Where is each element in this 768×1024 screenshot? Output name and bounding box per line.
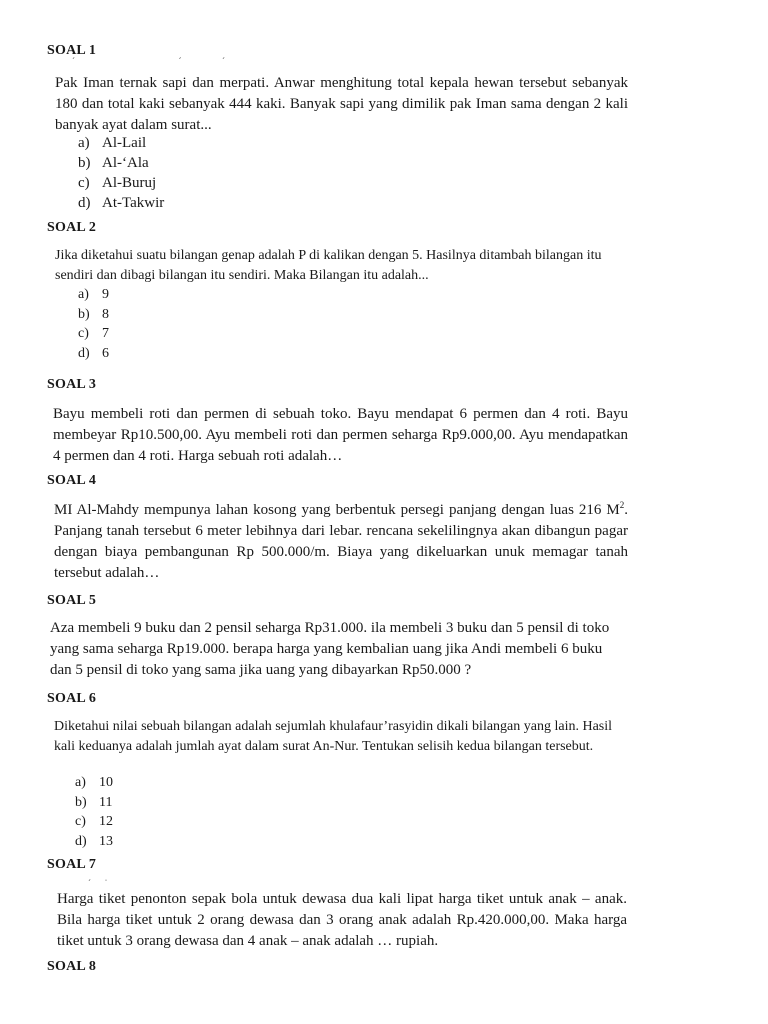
option-c: c) 7 (78, 326, 109, 341)
option-b: b) 11 (75, 794, 113, 810)
question-heading-2: SOAL 2 (47, 220, 97, 235)
question-text-5: Aza membeli 9 buku dan 2 pensil seharga Rp31.000. ila membeli 3 buku dan 5 pensil di toko yang sama seharga Rp19.000. berapa harga yang kembalian uang jika Andi membeli 6 buku dan 5 pensil di toko yang sama jika uang yang dibayarkan Rp50.000 ? (50, 620, 610, 678)
question-text-7: Harga tiket penonton sepak bola untuk dewasa dua kali lipat harga tiket untuk anak – anak. Bila harga tiket untuk 2 orang dewasa dan 3 orang anak adalah Rp.420.000,00. Maka harga tiket untuk 3 orang dewasa dan 4 anak – anak adalah … rupiah. (57, 891, 627, 949)
question-text-4: MI Al-Mahdy mempunya lahan kosong yang berbentuk persegi panjang dengan luas 216 $M^2$. Panjang tanah tersebut 6 meter lebihnya dari lebar. rencana sekelilingnya akan dibangun pagar dengan biaya pembangunan Rp 500.000/m. Biaya yang dikeluarkan unuk memagar tanah tersebut adalah… (54, 500, 628, 581)
question-heading-4: SOAL 4 (47, 473, 97, 488)
option-d: d) 6 (78, 345, 109, 361)
option-d: d) 13 (75, 833, 113, 849)
options-list-2 (78, 285, 109, 363)
question-heading-8: SOAL 8 (47, 959, 97, 974)
question-heading-5: SOAL 5 (47, 593, 97, 608)
question-heading-1: SOAL 1 (47, 43, 97, 58)
question-heading-6: SOAL 6 (47, 691, 97, 706)
scan-artifact: ˊ ˈ (88, 878, 108, 888)
options-list-6 (75, 773, 113, 851)
option-d: d) At-Takwir (78, 195, 165, 211)
question-text-2: Jika diketahui suatu bilangan genap adalah P di kalikan dengan 5. Hasilnya ditambah bilangan itu sendiri dan dibagi bilangan itu sendiri. Maka Bilangan itu adalah... (55, 248, 602, 283)
question-text-3: Bayu membeli roti dan permen di sebuah toko. Bayu mendapat 6 permen dan 4 roti. Bayu membeyar Rp10.500,00. Ayu membeli roti dan permen seharga Rp9.000,00. Ayu mendapatkan 4 permen dan 4 roti. Harga sebuah roti adalah… (53, 406, 628, 464)
question-heading-3: SOAL 3 (47, 377, 97, 392)
option-b: b) Al-‘Ala (78, 155, 149, 171)
option-b: b) 8 (78, 306, 109, 322)
options-list-1 (78, 133, 164, 213)
option-a: a) Al-Lail (78, 135, 147, 151)
option-a: a) 9 (78, 287, 109, 302)
question-heading-7: SOAL 7 (47, 857, 97, 872)
question-text-1: Pak Iman ternak sapi dan merpati. Anwar menghitung total kepala hewan tersebut sebanyak 180 dan total kaki sebanyak 444 kaki. Banyak sapi yang dimilik pak Iman sama dengan 2 kali banyak ayat dalam surat... (55, 75, 628, 133)
option-a: a) 10 (75, 775, 113, 790)
option-c: c) Al-Buruj (78, 175, 157, 191)
scan-artifact: ˊ ˊ ˊ (72, 56, 225, 66)
question-text-6: Diketahui nilai sebuah bilangan adalah sejumlah khulafaur’rasyidin dikali bilangan yang lain. Hasil kali keduanya adalah jumlah ayat dalam surat An-Nur. Tentukan selisih kedua bilangan tersebut. (54, 719, 613, 754)
option-c: c) 12 (75, 814, 113, 829)
